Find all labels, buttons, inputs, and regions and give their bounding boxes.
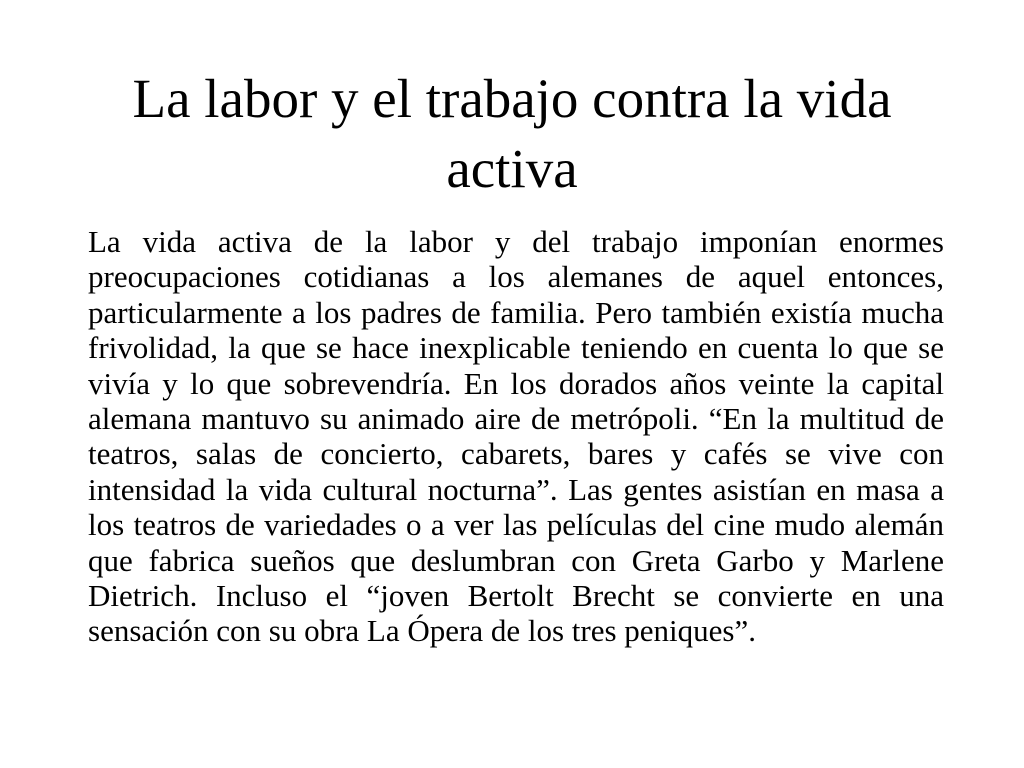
slide-body-text: La vida activa de la labor y del trabajo imponían enormes preocupaciones cotidianas a los alemanes de aquel entonces, particularmente a los padres de familia. Pero también existía mucha frivolidad, la que se hace inexplicable teniendo en cuenta lo que se vivía y lo que sobrevendría. En los dorados años veinte la capital alemana mantuvo su animado aire de metrópoli. “En la multitud de teatros, salas de concierto, cabarets, bares y cafés se vive con intensidad la vida cultural nocturna”. Las gentes asistían en masa a los teatros de variedades o a ver las películas del cine mudo alemán que fabrica sueños que deslumbran con Greta Garbo y Marlene Dietrich. Incluso el “joven Bertolt Brecht se convierte en una sensación con su obra La Ópera de los tres peniques”.: [88, 224, 944, 649]
slide-title: La labor y el trabajo contra la vida activa: [132, 68, 892, 199]
